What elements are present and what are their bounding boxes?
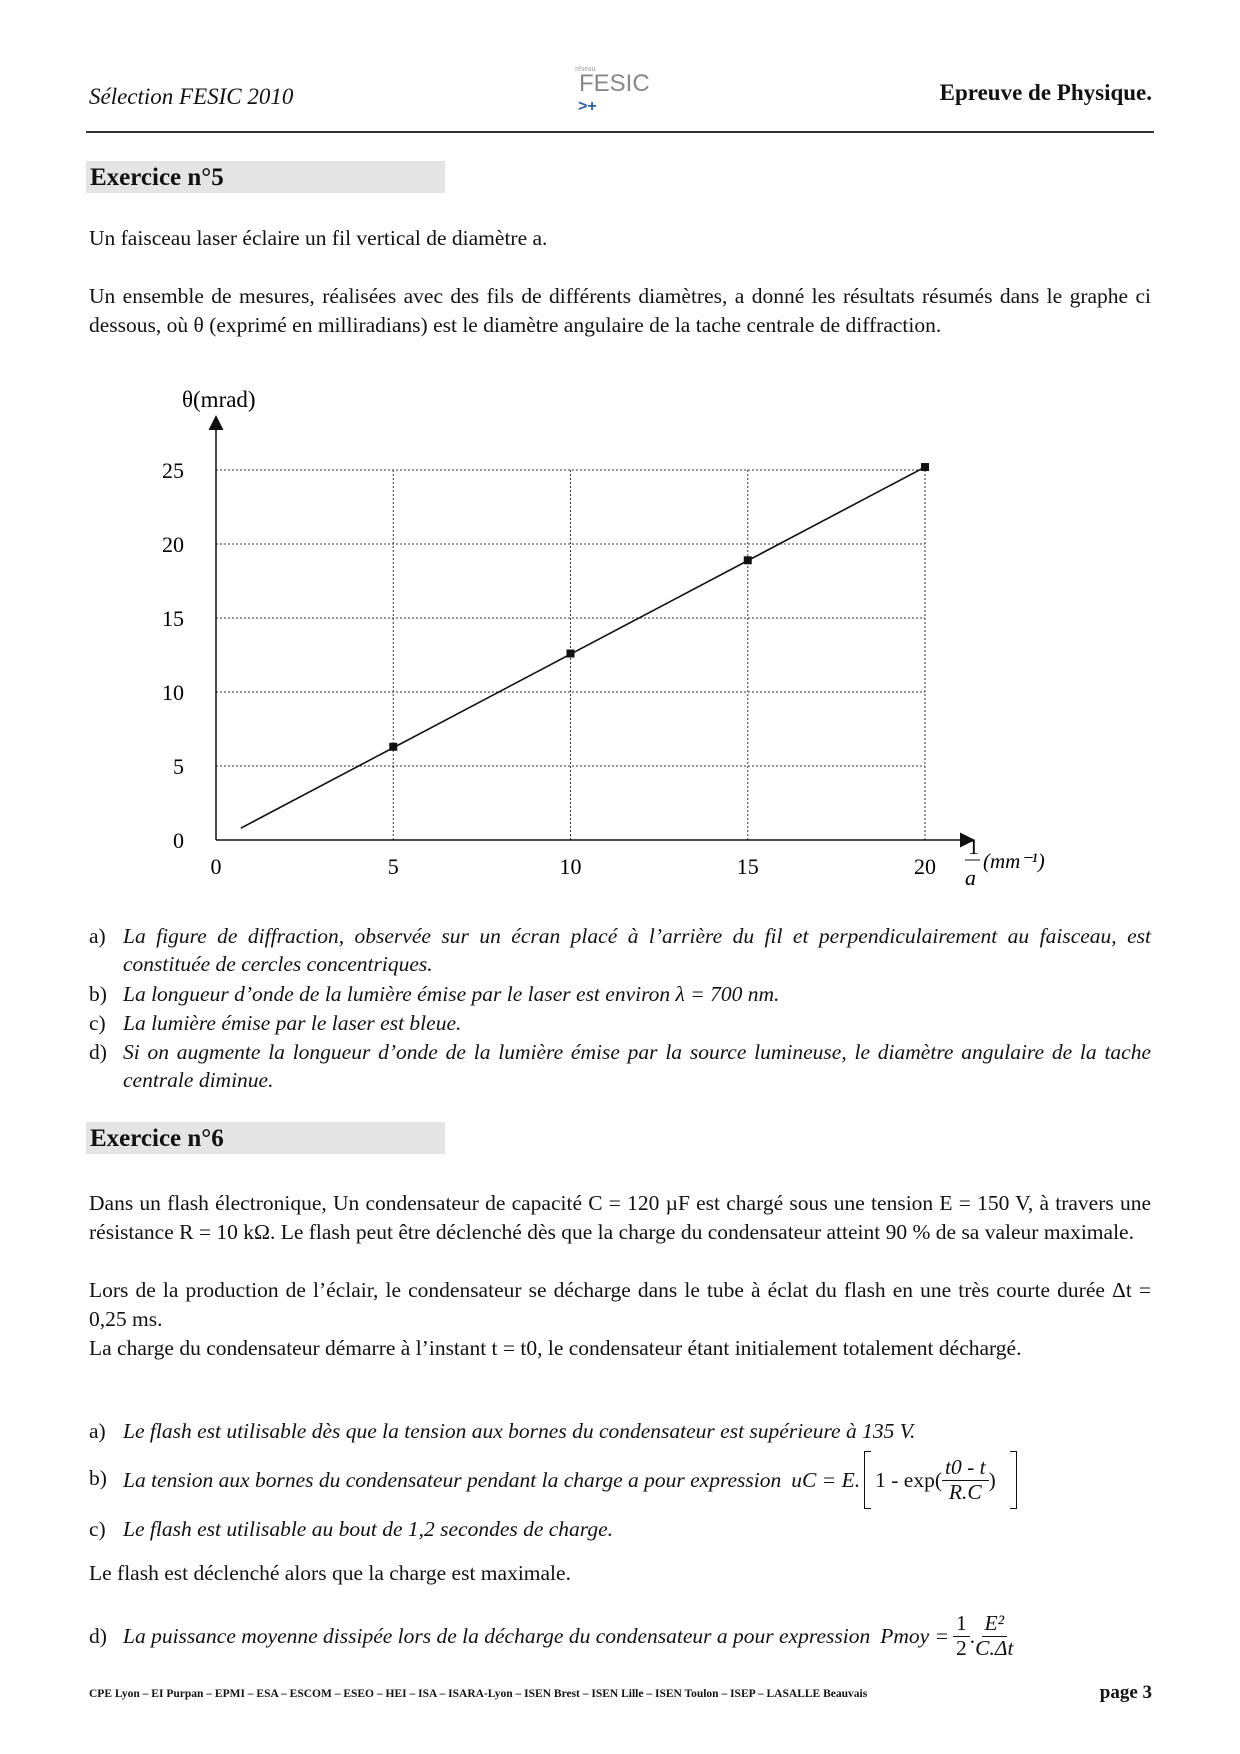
formula-exp-fraction: $\frac{t0 - t}{R.C}$ — [942, 1456, 989, 1504]
x-tick-label: 0 — [210, 854, 222, 879]
x-tick-label: 20 — [914, 854, 936, 879]
formula-uc: uC = E. — [791, 1468, 861, 1492]
ex5-question-c: c) La lumière émise par le laser est bleue. — [89, 1011, 462, 1035]
header-rule — [86, 131, 1154, 133]
data-point — [921, 463, 929, 471]
footer-schools: CPE Lyon – EI Purpan – EPMI – ESA – ESCOM – ESEO – HEI – ISA – ISARA-Lyon – ISEN Brest – ISEN Lille – ISEN Toulon – ISEP – LASALLE Beauvais — [89, 1688, 868, 1700]
formula-pmoy: Pmoy = — [880, 1624, 950, 1648]
x-axis-label-unit: (mm⁻¹) — [983, 849, 1045, 873]
x-tick-label: 10 — [559, 854, 582, 879]
y-tick-label: 5 — [173, 754, 184, 779]
ex6-question-a: a) Le flash est utilisable dès que la tension aux bornes du condensateur est supérieure à 135 V. — [89, 1419, 916, 1443]
exercise-6-title: Exercice n°6 — [86, 1122, 445, 1154]
logo-text: FESIC — [579, 70, 650, 97]
fesic-logo — [575, 64, 670, 118]
data-point — [389, 743, 397, 751]
x-axis-label-den: a — [965, 865, 976, 890]
ex6-question-b: b) La tension aux bornes du condensateur pendant la charge a pour expression uC = E. 1 - exp( $\frac{t0 - t}{R.C}$ ) — [89, 1450, 1151, 1510]
ex5-text: Un ensemble de mesures, réalisées avec des fils de différents diamètres, a donné les résultats résumés dans le graphe ci dessous, où θ (exprimé en milliradians) est le diamètre angulaire de la tache centrale de diffraction. — [89, 284, 1151, 337]
x-tick-label: 5 — [387, 854, 399, 879]
ex5-question-d: d) Si on augmente la longueur d’onde de la lumière émise par la source lumineuse, le diamètre angulaire de la tache centrale diminue. — [89, 1040, 1151, 1092]
ex6-text-2: Lors de la production de l’éclair, le condensateur se décharge dans le tube à éclat du flash en une très courte durée Δt = 0,25 ms. — [89, 1278, 1151, 1331]
page-number: page 3 — [1099, 1682, 1152, 1703]
y-tick-label: 0 — [173, 828, 184, 853]
diffraction-chart — [150, 380, 1100, 900]
ex5-question-b: b) La longueur d’onde de la lumière émise par le laser est environ λ = 700 nm. — [89, 982, 780, 1006]
y-axis-label: θ(mrad) — [182, 387, 256, 412]
y-tick-label: 20 — [162, 532, 184, 557]
exercise-5-title: Exercice n°5 — [86, 161, 445, 193]
y-tick-label: 25 — [162, 458, 184, 483]
fit-line — [241, 467, 925, 828]
header-left: Sélection FESIC 2010 — [89, 84, 294, 109]
x-tick-label: 15 — [736, 854, 759, 879]
ex6-text-3: La charge du condensateur démarre à l’instant t = t0, le condensateur étant initialement totalement déchargé. — [89, 1336, 1022, 1360]
logo-top: réseau — [575, 64, 596, 73]
ex6-note: Le flash est déclenché alors que la charge est maximale. — [89, 1561, 571, 1585]
logo-mark: >+ — [578, 98, 597, 115]
ex5-question-a: a) La figure de diffraction, observée sur un écran placé à l’arrière du fil et perpendiculairement au faisceau, est constituée de cercles concentriques. — [89, 924, 1151, 976]
data-point — [744, 556, 752, 564]
ex6-text-1: Dans un flash électronique, Un condensateur de capacité C = 120 µF est chargé sous une tension E = 150 V, à travers une résistance R = 10 kΩ. Le flash peut être déclenché dès que la charge du condensateur atteint 90 % de sa valeur maximale. — [89, 1191, 1151, 1244]
ex6-question-d: d) La puissance moyenne dissipée lors de la décharge du condensateur a pour expression Pmoy = $\frac{1}{2}$ . $\frac{\text{E²}}{C.\Delta t}$ — [89, 1610, 1014, 1660]
ex6-question-c: c) Le flash est utilisable au bout de 1,2 secondes de charge. — [89, 1517, 614, 1541]
y-tick-label: 10 — [162, 680, 184, 705]
ex5-intro: Un faisceau laser éclaire un fil vertical de diamètre a. — [89, 226, 548, 250]
data-point — [567, 650, 575, 658]
header-right: Epreuve de Physique. — [939, 80, 1152, 105]
y-tick-label: 15 — [162, 606, 184, 631]
x-axis-label-num: 1 — [968, 834, 979, 859]
